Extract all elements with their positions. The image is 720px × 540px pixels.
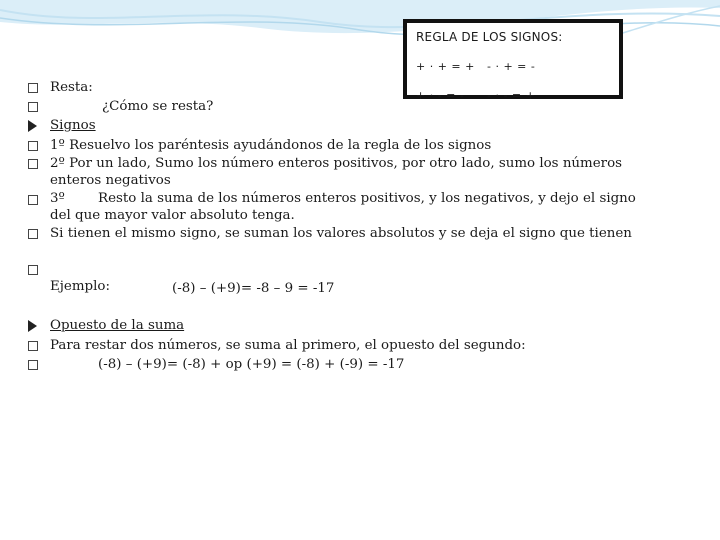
arrow-bullet-icon [28,120,37,132]
step-3-number: 3º [50,191,65,206]
bullet-icon [28,141,38,151]
sign-rule-plus-plus: + · + = + [416,60,475,73]
example-value: (-8) – (+9)= -8 – 9 = -17 [172,281,335,296]
resta-question: ¿Cómo se resta? [102,99,214,114]
arrow-bullet-icon [28,320,37,332]
sign-rule-minus-plus: - · + = - [487,60,536,73]
step-3-cont: del que mayor valor absoluto tenga. [50,208,295,223]
opuesto-heading: Opuesto de la suma [50,318,185,333]
opuesto-example: (-8) – (+9)= (-8) + op (+9) = (-8) + (-9) = -17 [98,357,405,372]
bullet-icon [28,265,38,275]
step-1: 1º Resuelvo los paréntesis ayudándonos de la regla de los signos [50,138,492,153]
bullet-icon [28,360,38,370]
bullet-icon [28,341,38,351]
bullet-icon [28,83,38,93]
sign-rule-minus-minus: - · - = + [487,89,536,102]
step-same-sign: Si tienen el mismo signo, se suman los valores absolutos y se deja el signo que tienen [50,226,632,241]
step-2-cont: enteros negativos [50,173,171,188]
bullet-icon [28,102,38,112]
step-3: Resto la suma de los números enteros positivos, y los negativos, y dejo el signo [98,191,636,206]
signs-rule-box [403,19,623,102]
opuesto-description: Para restar dos números, se suma al primero, el opuesto del segundo: [50,338,526,353]
bullet-icon [28,195,38,205]
bullet-icon [28,159,38,169]
bullet-icon [28,229,38,239]
signos-label: Signos [50,118,96,133]
example-label: Ejemplo: [50,279,110,294]
sign-rule-plus-minus: + · - = - [416,89,465,102]
step-2: 2º Por un lado, Sumo los número enteros positivos, por otro lado, sumo los números [50,156,623,171]
signs-box-title: REGLA DE LOS SIGNOS: [416,30,563,44]
resta-heading: Resta: [50,80,93,95]
